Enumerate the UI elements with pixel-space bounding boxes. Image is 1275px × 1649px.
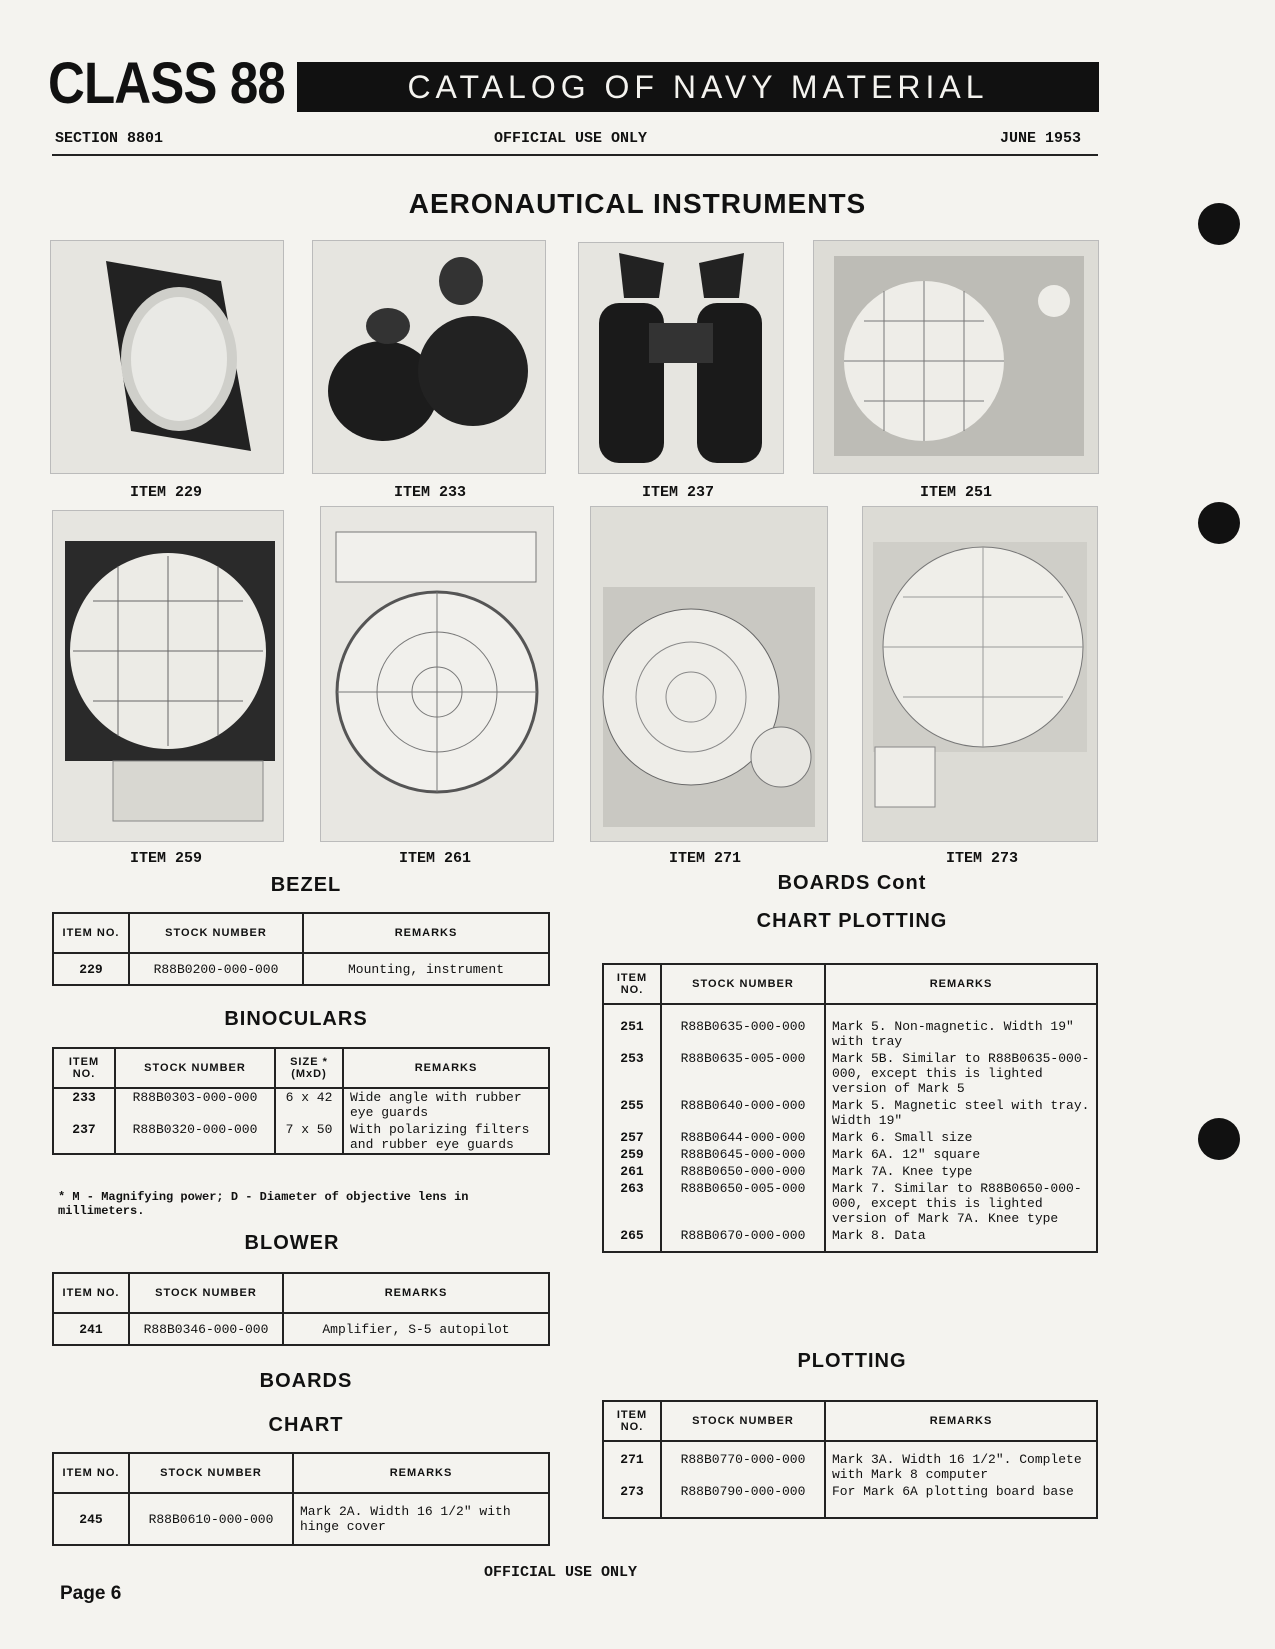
photo-bezel — [50, 240, 284, 474]
photo-board-261 — [320, 506, 554, 842]
table-binoculars — [52, 1047, 550, 1155]
stock-number: R88B0770-000-000 — [661, 1441, 825, 1483]
stock-number: R88B0346-000-000 — [129, 1313, 283, 1345]
section-title-boards-cont: BOARDS Cont — [777, 872, 927, 894]
table-row — [53, 1493, 549, 1545]
stock-number: R88B0303-000-000 — [115, 1088, 275, 1121]
item-no: 251 — [603, 1004, 661, 1050]
remarks: Mounting, instrument — [303, 953, 549, 985]
stock-number: R88B0645-000-000 — [661, 1146, 825, 1163]
stock-number: R88B0650-000-000 — [661, 1163, 825, 1180]
remarks: Mark 6. Small size — [825, 1129, 1097, 1146]
section-label: SECTION 8801 — [55, 130, 164, 147]
table-row — [603, 1441, 1097, 1483]
binder-hole — [1198, 203, 1240, 245]
column-header: ITEM NO. — [53, 1048, 115, 1088]
remarks: Mark 5. Magnetic steel with tray. Width 19" — [825, 1097, 1097, 1129]
remarks: Mark 6A. 12" square — [825, 1146, 1097, 1163]
item-no: 273 — [603, 1483, 661, 1518]
column-header: REMARKS — [343, 1048, 549, 1088]
column-header: REMARKS — [825, 964, 1097, 1004]
remarks: With polarizing filters and rubber eye guards — [343, 1121, 549, 1154]
footnote: * M - Magnifying power; D - Diameter of objective lens in millimeters. — [58, 1190, 469, 1218]
column-header: REMARKS — [293, 1453, 549, 1493]
remarks: Mark 7A. Knee type — [825, 1163, 1097, 1180]
table-row — [603, 1163, 1097, 1180]
column-header: ITEM NO. — [603, 1401, 661, 1441]
remarks: Wide angle with rubber eye guards — [343, 1088, 549, 1121]
table-row — [603, 1129, 1097, 1146]
remarks: Mark 2A. Width 16 1/2" with hinge cover — [293, 1493, 549, 1545]
stock-number: R88B0635-005-000 — [661, 1050, 825, 1097]
column-header: REMARKS — [283, 1273, 549, 1313]
remarks: Amplifier, S-5 autopilot — [283, 1313, 549, 1345]
item-no: 229 — [53, 953, 129, 985]
item-no: 241 — [53, 1313, 129, 1345]
stock-number: R88B0644-000-000 — [661, 1129, 825, 1146]
column-header: STOCK NUMBER — [129, 1273, 283, 1313]
table-row — [603, 1180, 1097, 1227]
item-no: 253 — [603, 1050, 661, 1097]
section-subtitle-chart-plotting: CHART PLOTTING — [756, 910, 948, 932]
section-title-plotting: PLOTTING — [797, 1350, 907, 1372]
item-no: 245 — [53, 1493, 129, 1545]
table-row — [603, 1004, 1097, 1050]
section-title-blower: BLOWER — [244, 1232, 340, 1254]
official-use-header: OFFICIAL USE ONLY — [494, 130, 648, 147]
column-header: ITEM NO. — [53, 1273, 129, 1313]
photo-caption: ITEM 261 — [398, 850, 471, 867]
photo-board-251 — [813, 240, 1099, 474]
class-label: CLASS 88 — [48, 51, 285, 116]
photo-caption: ITEM 229 — [129, 484, 202, 501]
remarks: Mark 5B. Similar to R88B0635-000-000, except this is lighted version of Mark 5 — [825, 1050, 1097, 1097]
table-row — [53, 1121, 549, 1154]
item-no: 259 — [603, 1146, 661, 1163]
photo-caption: ITEM 271 — [668, 850, 741, 867]
section-subtitle-chart: CHART — [268, 1414, 344, 1436]
photo-caption: ITEM 233 — [393, 484, 466, 501]
table-row — [603, 1146, 1097, 1163]
photo-caption: ITEM 251 — [919, 484, 992, 501]
stock-number: R88B0670-000-000 — [661, 1227, 825, 1252]
item-no: 255 — [603, 1097, 661, 1129]
table-row — [603, 1227, 1097, 1252]
remarks: Mark 7. Similar to R88B0650-000-000, except this is lighted version of Mark 7A. Knee type — [825, 1180, 1097, 1227]
table-row — [603, 1097, 1097, 1129]
column-header: ITEM NO. — [603, 964, 661, 1004]
table-row — [603, 1483, 1097, 1518]
stock-number: R88B0635-000-000 — [661, 1004, 825, 1050]
table-blower — [52, 1272, 550, 1346]
item-no: 261 — [603, 1163, 661, 1180]
table-row — [53, 953, 549, 985]
column-header: STOCK NUMBER — [661, 964, 825, 1004]
item-no: 237 — [53, 1121, 115, 1154]
stock-number: R88B0320-000-000 — [115, 1121, 275, 1154]
table-chart-plotting — [602, 963, 1098, 1253]
remarks: Mark 3A. Width 16 1/2". Complete with Mark 8 computer — [825, 1441, 1097, 1483]
table-bezel — [52, 912, 550, 986]
page-title: AERONAUTICAL INSTRUMENTS — [408, 188, 867, 219]
column-header: STOCK NUMBER — [129, 1453, 293, 1493]
table-boards-chart — [52, 1452, 550, 1546]
catalog-banner: CATALOG OF NAVY MATERIAL — [297, 62, 1099, 112]
section-title-boards: BOARDS — [259, 1370, 353, 1392]
photo-binoculars-233 — [312, 240, 546, 474]
column-header: ITEM NO. — [53, 913, 129, 953]
item-no: 265 — [603, 1227, 661, 1252]
page-number: Page 6 — [60, 1583, 122, 1604]
section-title-bezel: BEZEL — [270, 874, 342, 896]
photo-caption: ITEM 273 — [945, 850, 1018, 867]
section-title-binoculars: BINOCULARS — [224, 1008, 368, 1030]
column-header: STOCK NUMBER — [129, 913, 303, 953]
column-header: REMARKS — [825, 1401, 1097, 1441]
column-header: STOCK NUMBER — [661, 1401, 825, 1441]
item-no: 263 — [603, 1180, 661, 1227]
item-no: 271 — [603, 1441, 661, 1483]
table-row — [603, 1050, 1097, 1097]
binder-hole — [1198, 1118, 1240, 1160]
remarks: Mark 8. Data — [825, 1227, 1097, 1252]
size: 6 x 42 — [275, 1088, 343, 1121]
remarks: Mark 5. Non-magnetic. Width 19" with tray — [825, 1004, 1097, 1050]
stock-number: R88B0650-005-000 — [661, 1180, 825, 1227]
remarks: For Mark 6A plotting board base — [825, 1483, 1097, 1518]
stock-number: R88B0790-000-000 — [661, 1483, 825, 1518]
photo-board-259 — [52, 510, 284, 842]
size: 7 x 50 — [275, 1121, 343, 1154]
column-header: SIZE *(MxD) — [275, 1048, 343, 1088]
stock-number: R88B0610-000-000 — [129, 1493, 293, 1545]
table-row — [53, 1088, 549, 1121]
item-no: 257 — [603, 1129, 661, 1146]
stock-number: R88B0640-000-000 — [661, 1097, 825, 1129]
column-header: ITEM NO. — [53, 1453, 129, 1493]
stock-number: R88B0200-000-000 — [129, 953, 303, 985]
column-header: REMARKS — [303, 913, 549, 953]
photo-caption: ITEM 237 — [641, 484, 714, 501]
header-rule — [52, 154, 1098, 156]
photo-binoculars-237 — [578, 242, 784, 474]
date-label: JUNE 1953 — [1000, 130, 1082, 147]
photo-caption: ITEM 259 — [129, 850, 202, 867]
official-use-footer: OFFICIAL USE ONLY — [484, 1564, 638, 1581]
photo-board-273 — [862, 506, 1098, 842]
item-no: 233 — [53, 1088, 115, 1121]
table-plotting — [602, 1400, 1098, 1519]
photo-board-271 — [590, 506, 828, 842]
column-header: STOCK NUMBER — [115, 1048, 275, 1088]
binder-hole — [1198, 502, 1240, 544]
table-row — [53, 1313, 549, 1345]
